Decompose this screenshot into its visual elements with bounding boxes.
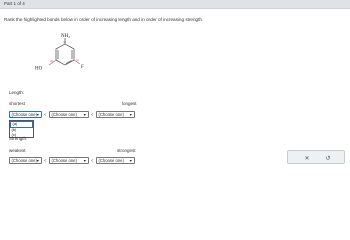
length-select-1[interactable]: (Choose one) ▼ bbox=[9, 111, 42, 118]
part-label: Part 1 of 4 bbox=[4, 1, 25, 6]
chevron-down-icon: ▼ bbox=[35, 113, 40, 117]
shortest-label: shortest bbox=[9, 101, 26, 106]
header-bar bbox=[0, 0, 350, 9]
chevron-down-icon: ▼ bbox=[82, 113, 87, 117]
chevron-down-icon: ▼ bbox=[128, 113, 133, 117]
undo-icon: ↺ bbox=[325, 155, 331, 162]
less-than-symbol: < bbox=[44, 158, 47, 163]
amine-label: NH₂ bbox=[61, 34, 70, 39]
less-than-symbol: < bbox=[91, 112, 94, 117]
close-icon: ✕ bbox=[304, 155, 310, 162]
chevron-down-icon: ▼ bbox=[35, 159, 40, 163]
length-select-2[interactable]: (Choose one) ▼ bbox=[49, 111, 89, 118]
bond-b-label: (b) bbox=[50, 60, 54, 63]
less-than-symbol: < bbox=[44, 112, 47, 117]
length-select-3[interactable]: (Choose one) ▼ bbox=[96, 111, 135, 118]
bond-a-label: (a) bbox=[63, 41, 67, 44]
dropdown-option-b[interactable]: (b) bbox=[11, 126, 17, 132]
less-than-symbol: < bbox=[91, 158, 94, 163]
strength-label: Strength: bbox=[9, 136, 28, 141]
clear-button[interactable] bbox=[300, 153, 314, 163]
chevron-down-icon: ▼ bbox=[82, 159, 87, 163]
chevron-down-icon: ▼ bbox=[128, 159, 133, 163]
dropdown-option-a[interactable]: (a) bbox=[10, 121, 33, 128]
strength-select-2[interactable]: (Choose one) ▼ bbox=[49, 157, 89, 164]
undo-button[interactable] bbox=[321, 153, 335, 163]
longest-label: longest bbox=[122, 101, 137, 106]
strength-select-3[interactable]: (Choose one) ▼ bbox=[96, 157, 135, 164]
molecule-diagram bbox=[30, 32, 100, 84]
strength-select-1[interactable]: (Choose one) ▼ bbox=[9, 157, 42, 164]
strongest-label: strongest bbox=[117, 148, 136, 153]
weakest-label: weakest bbox=[9, 148, 26, 153]
dropdown-option-c[interactable]: (c) bbox=[11, 131, 17, 137]
fluorine-label: F bbox=[81, 65, 84, 70]
hydroxyl-label: HO bbox=[35, 66, 43, 72]
benzene-ring bbox=[56, 44, 74, 65]
question-prompt: Rank the highlighted bonds below in order of increasing length and in order of increasing strength. bbox=[4, 17, 204, 22]
answer-tools-panel bbox=[287, 150, 345, 164]
length-label: Length: bbox=[9, 90, 25, 95]
bond-c-label: (c) bbox=[76, 59, 80, 62]
